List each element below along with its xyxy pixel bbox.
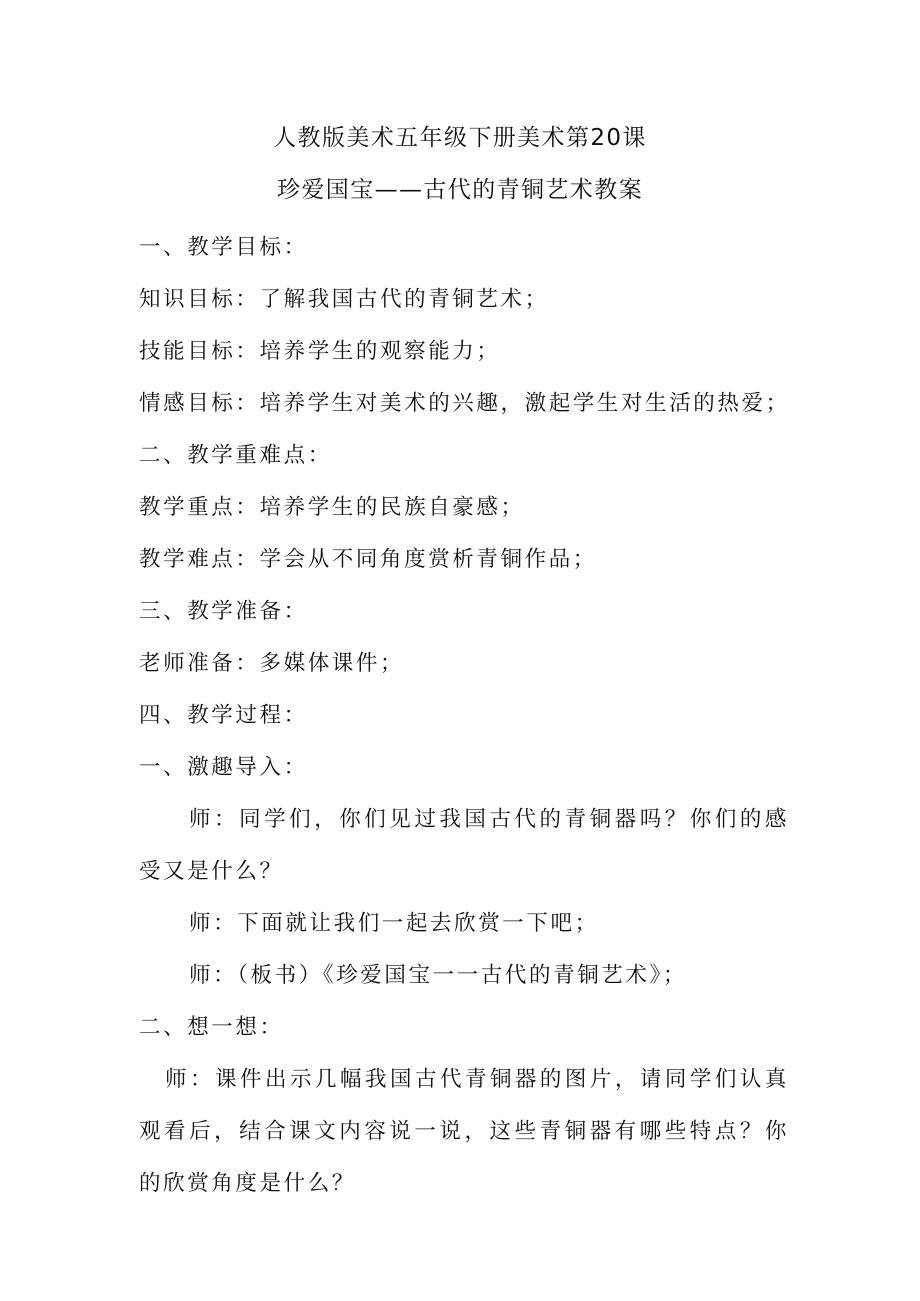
step-heading-think: 二、想一想：: [139, 1015, 284, 1040]
document-title: 人教版美术五年级下册美术第20课: [273, 125, 647, 151]
teacher-speech-paragraph: 师：（板书）《珍爱国宝一一古代的青铜艺术》；: [189, 963, 687, 988]
document-body: [139, 222, 789, 1210]
section-heading-process: 四、教学过程：: [139, 703, 308, 728]
skill-objective: 技能目标：培养学生的观察能力；: [139, 339, 501, 364]
teaching-key-point: 教学重点：培养学生的民族自豪感；: [139, 495, 525, 520]
teacher-speech-paragraph: 师：下面就让我们一起去欣赏一下吧；: [189, 911, 599, 936]
section-heading-preparation: 三、教学准备：: [139, 599, 308, 624]
section-heading-objectives: 一、教学目标：: [139, 235, 308, 260]
emotion-objective: 情感目标：培养学生对美术的兴趣，激起学生对生活的热爱；: [139, 391, 790, 416]
document-subtitle: 珍爱国宝——古代的青铜艺术教案: [277, 177, 643, 203]
section-heading-key-points: 二、教学重难点：: [139, 443, 332, 468]
teacher-speech-paragraph: 师：同学们，你们见过我国古代的青铜器吗？你们的感受又是什么？: [139, 807, 789, 884]
teaching-difficulty: 教学难点：学会从不同角度赏析青铜作品；: [139, 547, 597, 572]
teacher-preparation: 老师准备：多媒体课件；: [139, 651, 405, 676]
step-heading-intro: 一、激趣导入：: [139, 755, 308, 780]
teacher-speech-paragraph: 师：课件出示几幅我国古代青铜器的图片，请同学们认真观看后，结合课文内容说一说，这些青铜器有哪些特点？你的欣赏角度是什么？: [139, 1067, 789, 1196]
knowledge-objective: 知识目标：了解我国古代的青铜艺术；: [139, 287, 549, 312]
